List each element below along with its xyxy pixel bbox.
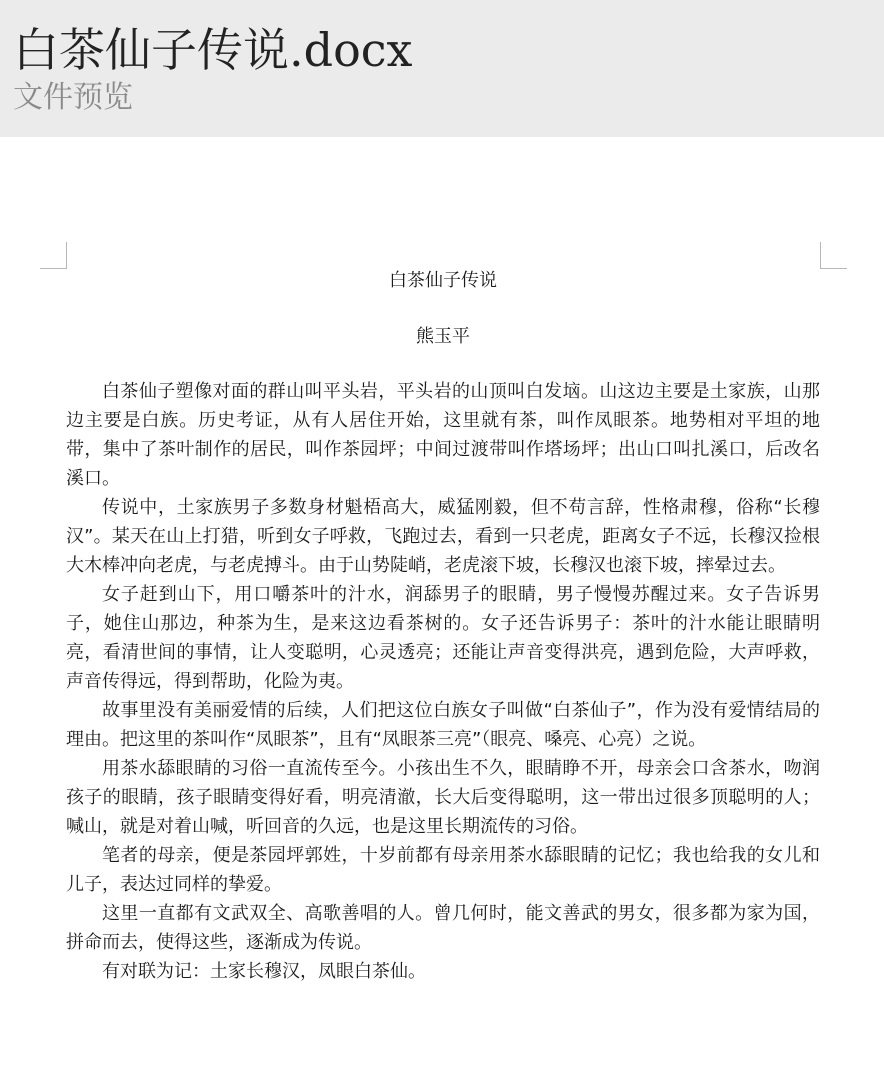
file-name-title: 白茶仙子传说.docx — [13, 23, 413, 77]
paragraph: 用茶水舔眼睛的习俗一直流传至今。小孩出生不久，眼睛睁不开，母亲会口含茶水，吻润孩子的眼睛，孩子眼睛变得好看，明亮清澈，长大后变得聪明，这一带出过很多顶聪明的人；喊山，就是对着山喊，听回音的久远，也是这里长期流传的习俗。 — [66, 758, 820, 837]
margin-marker-top-right — [820, 242, 847, 269]
paragraph: 这里一直都有文武双全、高歌善唱的人。曾几何时，能文善武的男女，很多都为家为国，拼命而去，使得这些，逐渐成为传说。 — [66, 903, 820, 953]
document-title: 白茶仙子传说 — [389, 270, 497, 291]
paragraph: 传说中，土家族男子多数身材魁梧高大，威猛刚毅，但不苟言辞，性格肃穆，俗称“长穆汉”。某天在山上打猎，听到女子呼救，飞跑过去，看到一只老虎，距离女子不远，长穆汉捡根大木棒冲向老虎，与老虎搏斗。由于山势陡峭，老虎滚下坡，长穆汉也滚下坡，摔晕过去。 — [66, 497, 820, 576]
file-preview-subtitle: 文件预览 — [13, 80, 133, 115]
document-page[interactable] — [0, 137, 884, 1080]
document-author: 熊玉平 — [416, 326, 470, 347]
paragraph: 故事里没有美丽爱情的后续，人们把这位白族女子叫做“白茶仙子”，作为没有爱情结局的理由。把这里的茶叫作“凤眼茶”，且有“凤眼茶三亮”（眼亮、嗓亮、心亮）之说。 — [66, 700, 820, 750]
paragraph: 女子赶到山下，用口嚼茶叶的汁水，润舔男子的眼睛，男子慢慢苏醒过来。女子告诉男子，她住山那边，种茶为生，是来这边看茶树的。女子还告诉男子：茶叶的汁水能让眼睛明亮，看清世间的事情，让人变聪明，心灵透亮；还能让声音变得洪亮，遇到危险，大声呼救，声音传得远，得到帮助，化险为夷。 — [66, 584, 820, 692]
paragraph: 笔者的母亲，便是茶园坪郭姓，十岁前都有母亲用茶水舔眼睛的记忆；我也给我的女儿和儿子，表达过同样的挚爱。 — [66, 845, 820, 895]
paragraph: 有对联为记：土家长穆汉，凤眼白茶仙。 — [102, 961, 426, 982]
preview-header — [0, 0, 884, 137]
margin-marker-top-left — [40, 242, 67, 269]
document-body — [66, 267, 820, 986]
paragraph: 白茶仙子塑像对面的群山叫平头岩，平头岩的山顶叫白发垴。山这边主要是土家族，山那边主要是白族。历史考证，从有人居住开始，这里就有茶，叫作凤眼茶。地势相对平坦的地带，集中了茶叶制作的居民，叫作茶园坪；中间过渡带叫作塔场坪；出山口叫扎溪口，后改名溪口。 — [66, 381, 820, 489]
